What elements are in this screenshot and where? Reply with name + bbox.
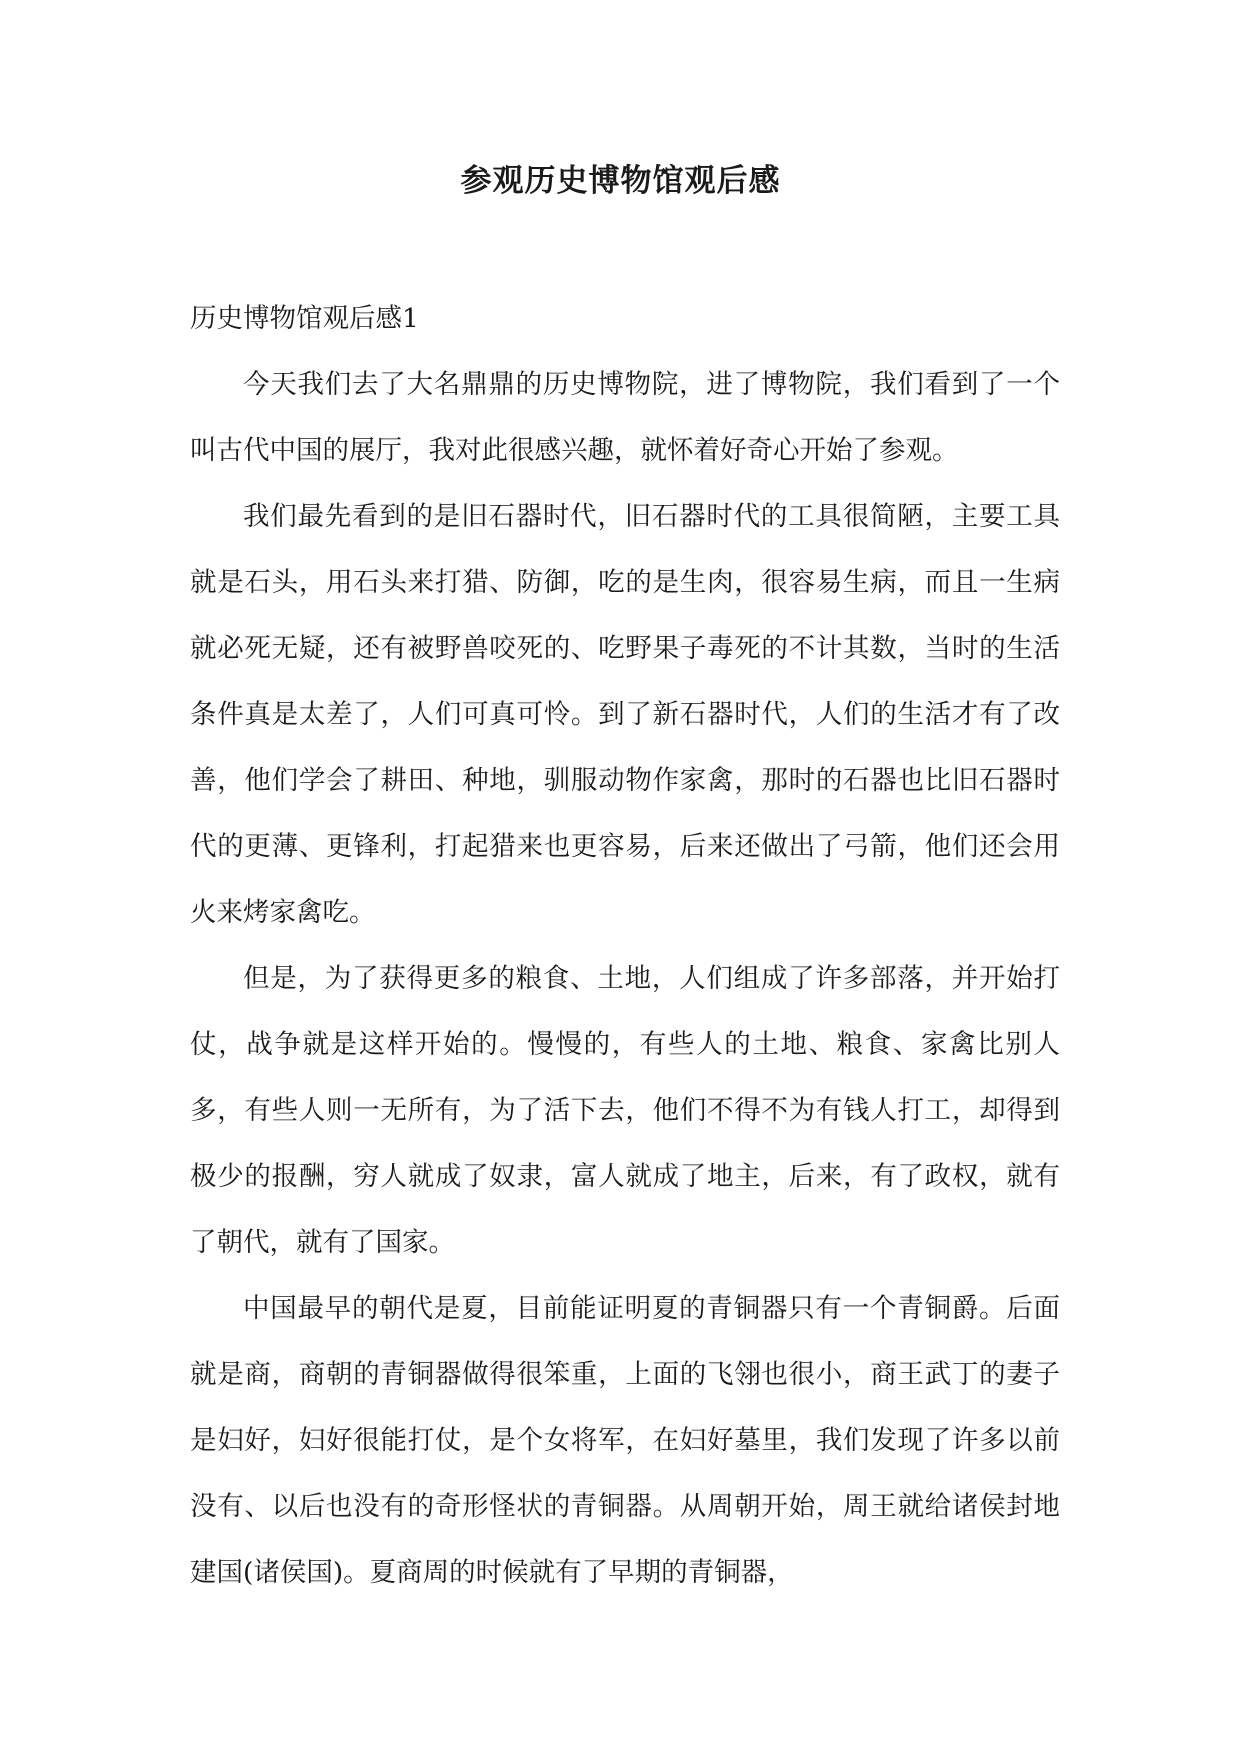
paragraph-4: 中国最早的朝代是夏，目前能证明夏的青铜器只有一个青铜爵。后面就是商，商朝的青铜器做得很笨重，上面的飞翎也很小，商王武丁的妻子是妇好，妇好很能打仗，是个女将军，在妇好墓里，我们发现了许多以前没有、以后也没有的奇形怪状的青铜器。从周朝开始，周王就给诸侯封地建国(诸侯国)。夏商周的时候就有了早期的青铜器，	[190, 1293, 1060, 1588]
document-body	[190, 286, 1060, 1606]
section-heading: 历史博物馆观后感1	[190, 303, 419, 334]
document-title: 参观历史博物馆观后感	[460, 163, 781, 199]
paragraph-1: 今天我们去了大名鼎鼎的历史博物院，进了博物院，我们看到了一个叫古代中国的展厅，我对此很感兴趣，就怀着好奇心开始了参观。	[190, 369, 1060, 466]
paragraph-3: 但是，为了获得更多的粮食、土地，人们组成了许多部落，并开始打仗，战争就是这样开始的。慢慢的，有些人的土地、粮食、家禽比别人多，有些人则一无所有，为了活下去，他们不得不为有钱人打工，却得到极少的报酬，穷人就成了奴隶，富人就成了地主，后来，有了政权，就有了朝代，就有了国家。	[190, 963, 1060, 1258]
paragraph-2: 我们最先看到的是旧石器时代，旧石器时代的工具很简陋，主要工具就是石头，用石头来打猎、防御，吃的是生肉，很容易生病，而且一生病就必死无疑，还有被野兽咬死的、吃野果子毒死的不计其数，当时的生活条件真是太差了，人们可真可怜。到了新石器时代，人们的生活才有了改善，他们学会了耕田、种地，驯服动物作家禽，那时的石器也比旧石器时代的更薄、更锋利，打起猎来也更容易，后来还做出了弓箭，他们还会用火来烤家禽吃。	[190, 501, 1060, 928]
